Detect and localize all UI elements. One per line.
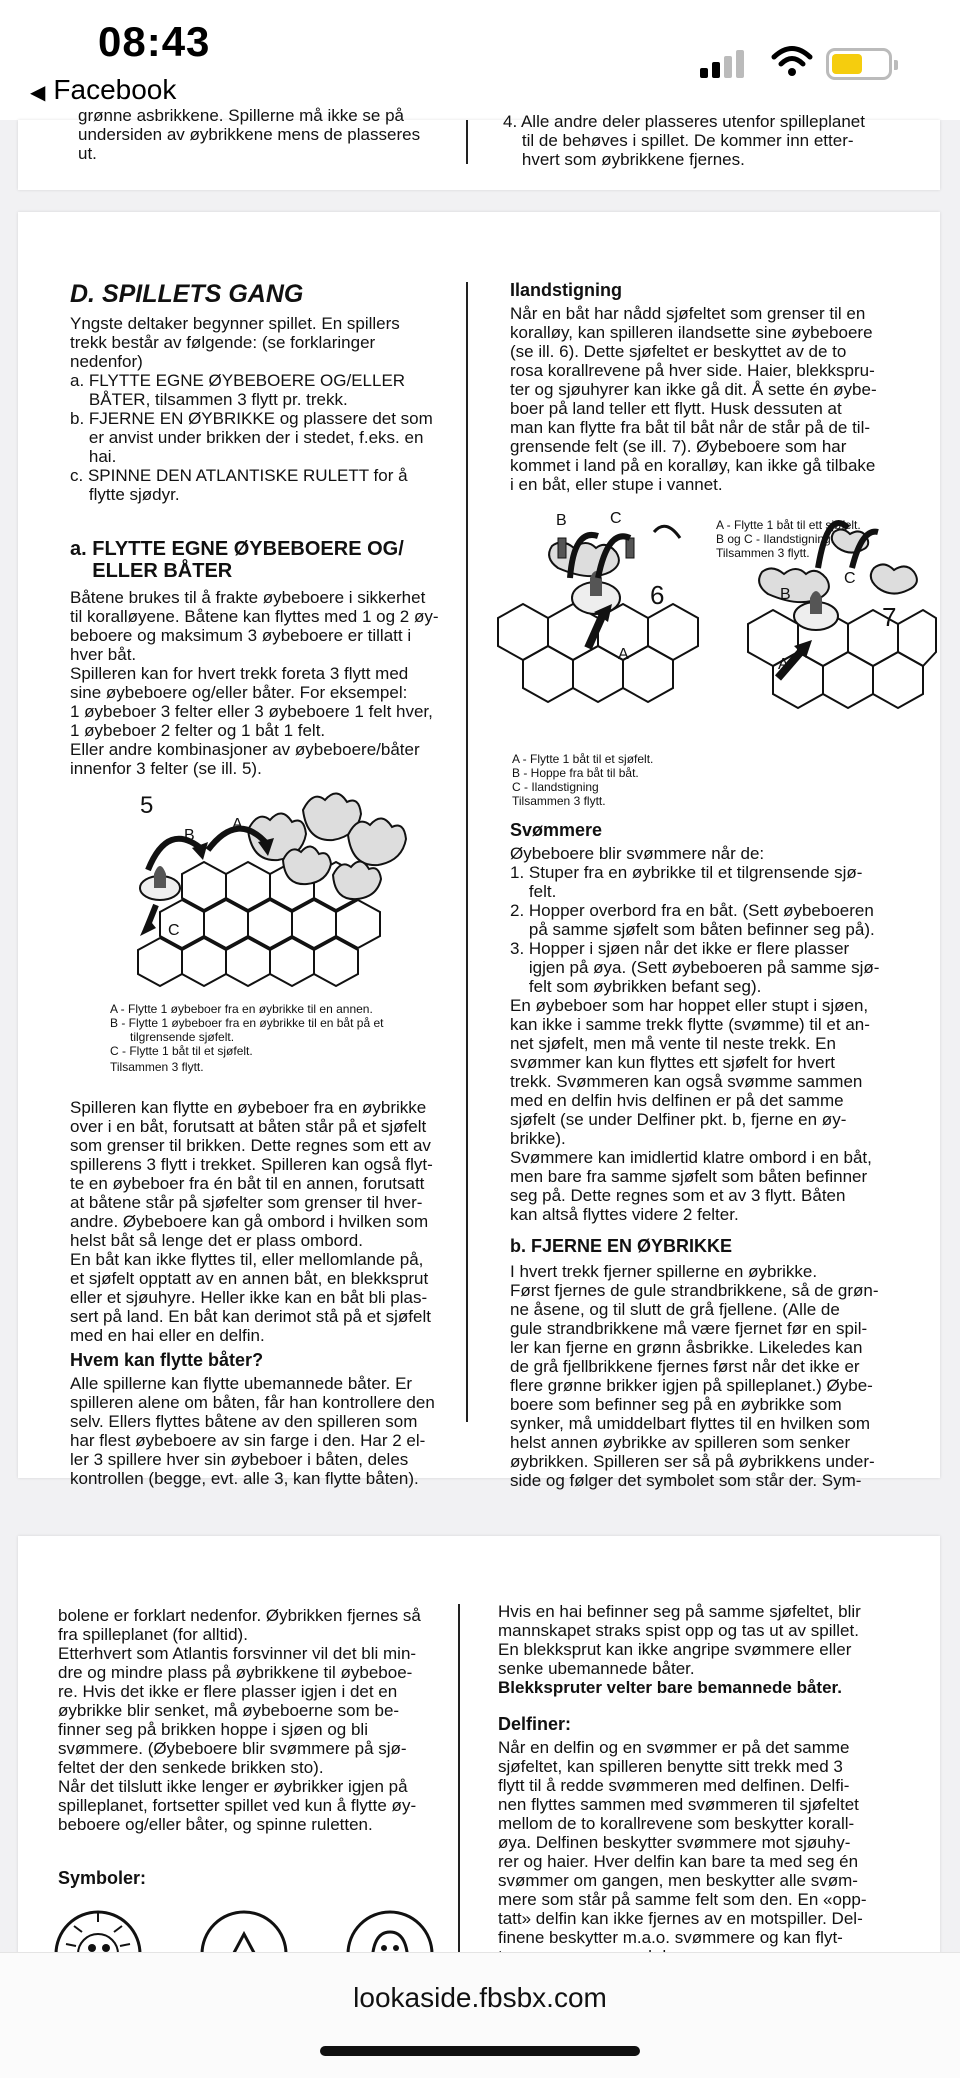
document-page-main [18,212,940,1490]
octopus-rule-bold: Blekkspruter velter bare bemannede båter. [498,1678,842,1697]
illustration-7-label-b: B [780,586,791,603]
back-app-label: Facebook [53,74,177,105]
illustration-6-label-a: A [618,646,629,663]
landing-title: Ilandstigning [510,280,622,300]
wifi-icon [770,44,814,78]
who-moves-boats-title: Hvem kan flytte båter? [70,1350,264,1370]
illustration-5-label-c: C [168,922,180,939]
document-page-bottom [18,1536,940,1956]
illustrations-6-7 [478,508,938,738]
section-d-intro: Yngste deltaker begynner spillet. En spillers trekk består av følgende: (se forklaringer nedenfor) a. FLYTTE EGNE ØYBEBOERE OG/ELLER BÅTER, tilsammen 3 flytt pr. trekk. b. FJERNE EN ØYBRIKKE og plassere det som er anvist under brikken der i stedet, f.eks. en hai. c. SPINNE DEN ATLANTISKE RULETT for å flytte sjødyr. [70,314,433,504]
column-divider [466,282,468,1422]
section-a-body: Båtene brukes til å frakte øybeboere i sikkerhet til koralløyene. Båtene kan flyttes med 1 og 2 øy- beboere og maksimum 3 øybeboere er tillatt i hver båt. Spilleren kan for hvert trekk foreta 3 flytt med sine øybeboere og/eller båter. For eksempel: 1 øybeboer 3 felter eller 3 øybeboere 1 felt hver, 1 øybeboer 2 felter og 1 båt 1 felt. Eller andre kombinasjoner av øybeboere/båter innenfor 3 felter (se ill. 5). [70,588,439,778]
dolphins-title: Delfiner: [498,1714,572,1734]
top-fragment-left-text: grønne asbrikkene. Spillerne må ikke se på undersiden av øybrikkene mens de plasseres ut. [78,106,421,163]
illustration-6-label-b: B [556,512,567,529]
url-text[interactable]: lookaside.fbsbx.com [353,1982,607,2013]
illustration-6-label-c: C [610,510,622,527]
back-to-app-link[interactable] [30,74,176,106]
dolphins-body: Når en delfin og en svømmer er på det samme sjøfeltet, kan spilleren benytte sitt trekk med 3 flytt til å redde svømmeren med delfinen. Delfi- nen flyttes sammen med svømmeren til sjøfeltet mellom de to korallrevene som beskytter korall- øya. Delfinen beskytter svømmere mot sjøuhy- rer og haier. Hver delfin kan bare ta med seg én svømmer om gangen, men beskytter alle svøm- mere som står på samme felt som den. En «opp- tatt» delfin kan ikke fjernes av en motspiller. Del- finene beskytter m.a.o. svømmere og kan flyt- [498,1738,867,1947]
illustration-5-number: 5 [140,792,154,819]
browser-address-bar[interactable] [0,1952,960,2078]
who-moves-boats-body: Alle spillerne kan flytte ubemannede båter. Er spilleren alene om båten, får han kontrollere den selv. Ellers flyttes båtene av den spilleren som har flest øybeboere av sin farge i den. Har 2 el- ler 3 spillere hver sin øybeboer i båten, deles kontrollen (begge, evt. alle 3, kan flytte båten). [70,1374,435,1488]
illustration-5 [108,790,428,990]
illustration-7-label-a: A [778,656,789,673]
landing-body: Når en båt har nådd sjøfeltet som grenser til en koralløy, kan spilleren ilandsette sine øybeboere (se ill. 6). Dette sjøfeltet er beskyttet av de to rosa korallrevene på hver side. Haier, blekkspru- ter og sjøuhyrer kan ikke gå dit. Å sette én øybe- boer på land teller ett flytt. Husk dessuten at man kan flytte fra båt til båt når de står på de til- grensende felt (se ill. 7). Øybeboere som har kommet i land på en koralløy, kan ikke gå tilbake i en båt, eller stupe i vannet. [510,304,877,494]
illustration-5-caption: A - Flytte 1 øybeboer fra en øybrikke til en annen. B - Flytte 1 øybeboer fra en øybrikke til en båt på et tilgrensende sjøfelt. C - Flytte 1 båt til et sjøfelt. [110,1002,384,1058]
home-indicator[interactable] [320,2046,640,2056]
illustration-7-label-c: C [844,570,856,587]
back-arrow-icon: ◀ [30,82,46,104]
illustration-6-number: 6 [650,580,665,610]
sinking-body: bolene er forklart nedenfor. Øybrikken fjernes så fra spilleplanet (for alltid). Etterhvert som Atlantis forsvinner vil det bli min- dre og mindre plass på øybrikkene til øybeboe- re. Hvis det ikke er flere plasser igjen i det en øybrikke blir senket, må øybeboerne som be- finner seg på brikken hoppe i sjøen og bli svømmere. (Øybeboere blir svømmere på sjø- feltet der den senkede brikken sto). Når det tilslutt ikke lenger er øybrikker igjen på spilleplanet, fortsetter spillet ved kun å flytte øy- beboere og/eller båter, og spinne ruletten. [58,1606,421,1834]
illustration-7-number: 7 [882,602,897,632]
move-rules-body: Spilleren kan flytte en øybeboer fra en øybrikke over i en båt, forutsatt at båten står på et sjøfelt som grenser til brikken. Dette regnes som ett av spillerens 3 flytt i trekket. Spilleren kan også flyt- te en øybeboer fra én båt til en annen, forutsatt at båtene står på sjøfelter som grenser til hver- andre. Øybeboere kan gå ombord i hvilken som helst båt så lenge det er plass ombord. En båt kan ikke flyttes til, eller mellomlande på, et sjøfelt opptatt av en annen båt, en blekksprut eller et sjøuhyre. Heller ikke kan en båt bli plas- sert på land. En båt kan derimot stå på et sjøfelt med en hai eller en delfin. [70,1098,433,1345]
illustration-6-caption: A - Flytte 1 båt til et sjøfelt. B - Hoppe fra båt til båt. C - Ilandstigning Tilsammen 3 flytt. [512,752,654,808]
column-divider [458,1604,460,1964]
top-fragment-right-text: 4. Alle andre deler plasseres utenfor spilleplanet til de behøves i spillet. De kommer inn etter- hvert som øybrikkene fjernes. [503,112,865,169]
section-b-body: I hvert trekk fjerner spillerne en øybrikke. Først fjernes de gule strandbrikkene, så de grøn- ne åsene, og til slutt de grå fjellene. (Alle de gule strandbrikkene må være fjernet før en spil- ler kan fjerne en grønn åsbrikke. Likeledes kan de grå fjellbrikkene fjernes først når det ikke er flere grønne brikker igjen på spilleplanet.) Øybe- boere som befinner seg på en øybrikke som synker, må umiddelbart flyttes til en hvilken som helst annen øybrikke av spilleren som senker øybrikken. Spilleren ser så på øybrikkens under- side og følger det symbolet som står der. Sym- [510,1262,879,1490]
battery-icon [826,48,892,80]
illustration-5-label-a: A [232,816,243,833]
illustration-5-total: Tilsammen 3 flytt. [110,1060,204,1074]
illustration-5-label-b: B [184,827,195,844]
swimmers-title: Svømmere [510,820,603,840]
section-d-title: D. SPILLETS GANG [70,280,304,308]
symbols-title: Symboler: [58,1868,147,1888]
column-divider [466,120,468,164]
swimmers-body: Øybeboere blir svømmere når de: 1. Stuper fra en øybrikke til et tilgrensende sjø- felt. 2. Hopper overbord fra en båt. (Sett øybeboeren på samme sjøfelt som båten befinner seg på). 3. Hopper i sjøen når det ikke er flere plasser igjen på øya. (Sett øybeboeren på samme sjø- felt som øybrikken befant seg). En øybeboer som har hoppet eller stupt i sjøen, kan ikke i samme trekk flytte (svømme) til et an- net sjøfelt, men må vente til neste trekk. En svømmer kan kun flyttes ett sjøfelt for hvert trekk. Svømmeren kan også svømme sammen med en delfin hvis delfinen er på det samme sjøfelt (se under Delfiner pkt. b, fjerne en øy- brikke). Svømmere kan imidlertid klatre ombord i en båt, men bare fra samme sjøfelt som båten befinner seg på. Dette regnes som et av 3 flytt. Båten kan altså flyttes videre 2 felter. [510,844,880,1224]
shark-rules-body: Hvis en hai befinner seg på samme sjøfeltet, blir mannskapet straks spist opp og tas ut av spillet. En blekksprut kan ikke angripe svømmere eller senke ubemannede båter. [498,1602,861,1678]
section-a-title: a. FLYTTE EGNE ØYBEBOERE OG/ ELLER BÅTER [70,538,404,582]
section-b-title: b. FJERNE EN ØYBRIKKE [510,1236,733,1256]
cellular-signal-icon [700,50,748,78]
illustration-7-caption: A - Flytte 1 båt til ett sjøfelt. B og C - Ilandstigning. Tilsammen 3 flytt. [716,518,861,560]
status-time: 08:43 [98,18,211,65]
document-page-top [18,106,940,190]
